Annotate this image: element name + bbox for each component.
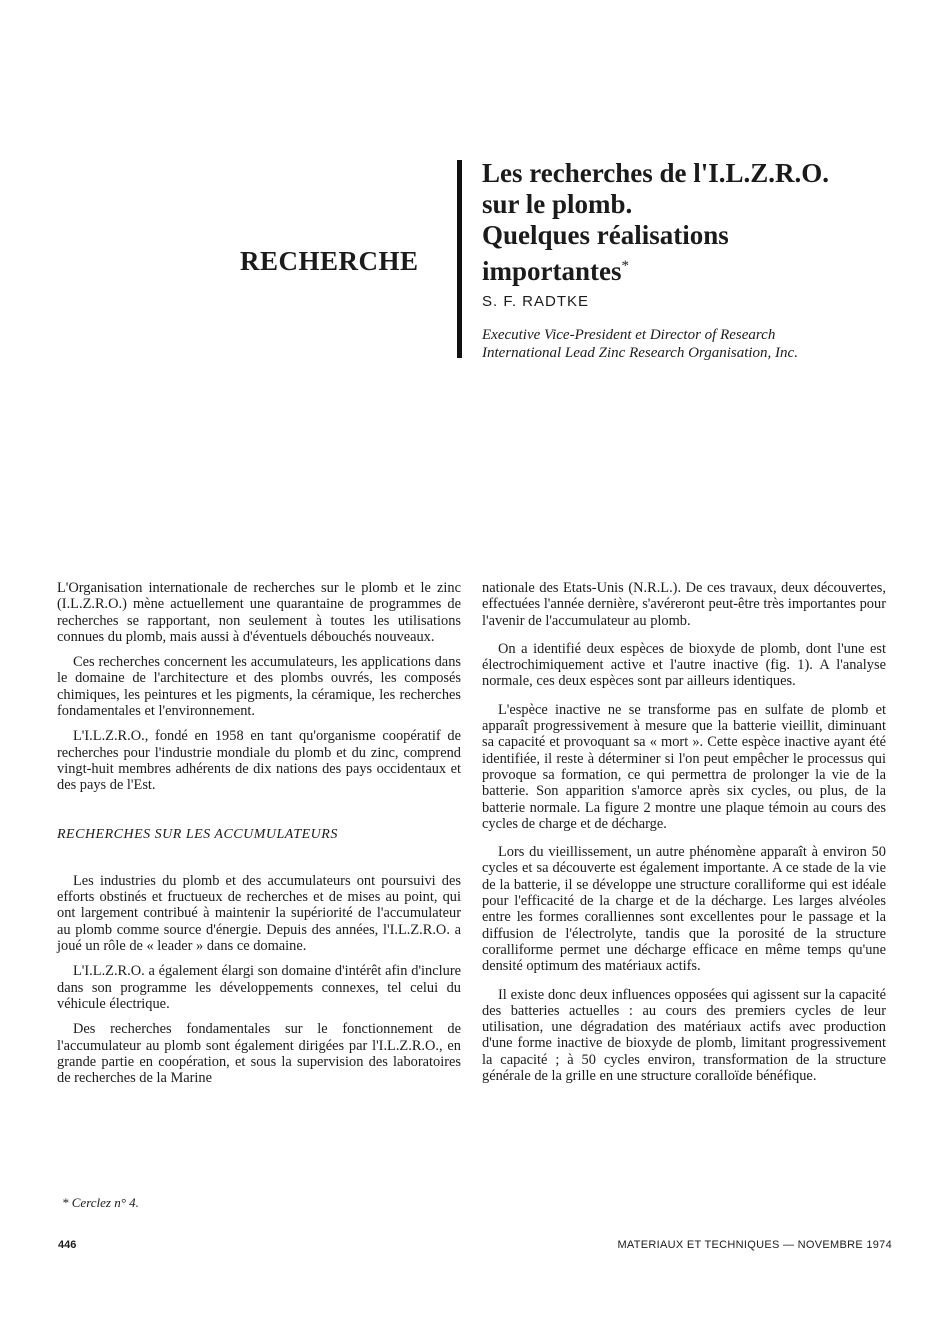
vertical-rule [457,160,462,358]
right-column [482,580,886,1096]
paragraph: L'Organisation internationale de recherches sur le plomb et le zinc (I.L.Z.R.O.) mène actuellement une quarantaine de programmes de recherches se rapportant, non seulement à toutes les utilisations connues du plomb, mais aussi à d'éventuels débouchés nouveaux. [57,580,461,645]
title-line: Quelques réalisations [482,220,729,250]
affiliation-line: International Lead Zinc Research Organisation, Inc. [482,345,798,361]
footnote-marker: * [621,258,629,274]
title-line: Les recherches de l'I.L.Z.R.O. [482,158,829,188]
title-line: sur le plomb. [482,189,633,219]
paragraph: L'I.L.Z.R.O., fondé en 1958 en tant qu'organisme coopératif de recherches pour l'industrie mondiale du plomb et du zinc, comprend vingt-huit membres adhérents de dix nations des pays occidentaux et des pays de l'Est. [57,728,461,794]
author-affiliation [482,326,902,362]
paragraph: Il existe donc deux influences opposées qui agissent sur la capacité des batteries actuelles : au cours des premiers cycles de leur utilisation, une dégradation des matériaux actifs avec production d'une forme inactive de bioxyde de plomb, limitant progressivement la capacité ; à 50 cycles environ, transformation de la structure générale de la grille en une structure coralloïde bénéfique. [482,986,886,1085]
journal-footer: MATERIAUX ET TECHNIQUES — NOVEMBRE 1974 [617,1239,892,1251]
section-label: RECHERCHE [240,246,419,276]
section-subheading: RECHERCHES SUR LES ACCUMULATEURS [57,826,338,842]
paragraph: nationale des Etats-Unis (N.R.L.). De ces travaux, deux découvertes, effectuées l'année dernière, s'avéreront peut-être très importantes pour l'avenir de l'accumulateur au plomb. [482,580,886,629]
page-number: 446 [58,1239,77,1251]
affiliation-line: Executive Vice-President et Director of Research [482,327,776,343]
footnote: * Cerclez n° 4. [62,1195,139,1210]
paragraph: Ces recherches concernent les accumulateurs, les applications dans le domaine de l'architecture et des plombs ouvrés, les composés chimiques, les peintures et les pigments, la céramique, les recherches fondamentales et l'environnement. [57,654,461,720]
left-column [57,580,461,1095]
paragraph: Des recherches fondamentales sur le fonctionnement de l'accumulateur au plomb sont également dirigées par l'I.L.Z.R.O., en grande partie en coopération, et sous la supervision des laboratoires de recherches de la Marine [57,1021,461,1087]
title-line: importantes [482,256,622,286]
author-name: S. F. RADTKE [482,293,590,310]
paragraph: Lors du vieillissement, un autre phénomène apparaît à environ 50 cycles et sa découverte est également importante. A ce stade de la vie de la batterie, il se développe une structure coralliforme qui est idéale pour l'efficacité de la charge et de la décharge. Les larges alvéoles entre les formes coralliennes sont excellentes pour le passage et la diffusion de l'électrolyte, tandis que la porosité de la structure coralliforme permet une décharge efficace en même temps qu'une densité optimum des matériaux actifs. [482,844,886,975]
paragraph: On a identifié deux espèces de bioxyde de plomb, dont l'une est électrochimiquement active et l'autre inactive (fig. 1). A l'analyse normale, ces deux espèces sont par ailleurs identiques. [482,640,886,690]
paragraph: L'I.L.Z.R.O. a également élargi son domaine d'intérêt afin d'inclure dans son programme les développements connexes, tel celui du véhicule électrique. [57,963,461,1012]
article-title [482,158,902,287]
paragraph: L'espèce inactive ne se transforme pas en sulfate de plomb et apparaît progressivement à mesure que la batterie vieillit, diminuant sa capacité et provoquant sa « mort ». Cette espèce inactive ayant été identifiée, il reste à déterminer si l'on peut empêcher le processus qui provoque sa formation, ce qui permettra de prolonger la vie de la batterie. Son apparition s'amorce après six cycles, ou plus, de la batterie normale. La figure 2 montre une plaque témoin au cours des cycles de charge et de décharge. [482,701,886,832]
paragraph: Les industries du plomb et des accumulateurs ont poursuivi des efforts obstinés et fructueux de recherches et de mises au point, qui ont largement contribué à maintenir la supériorité de l'accumulateur au plomb comme source d'énergie. Depuis des années, l'I.L.Z.R.O. a joué un rôle de « leader » dans ce domaine. [57,872,461,955]
